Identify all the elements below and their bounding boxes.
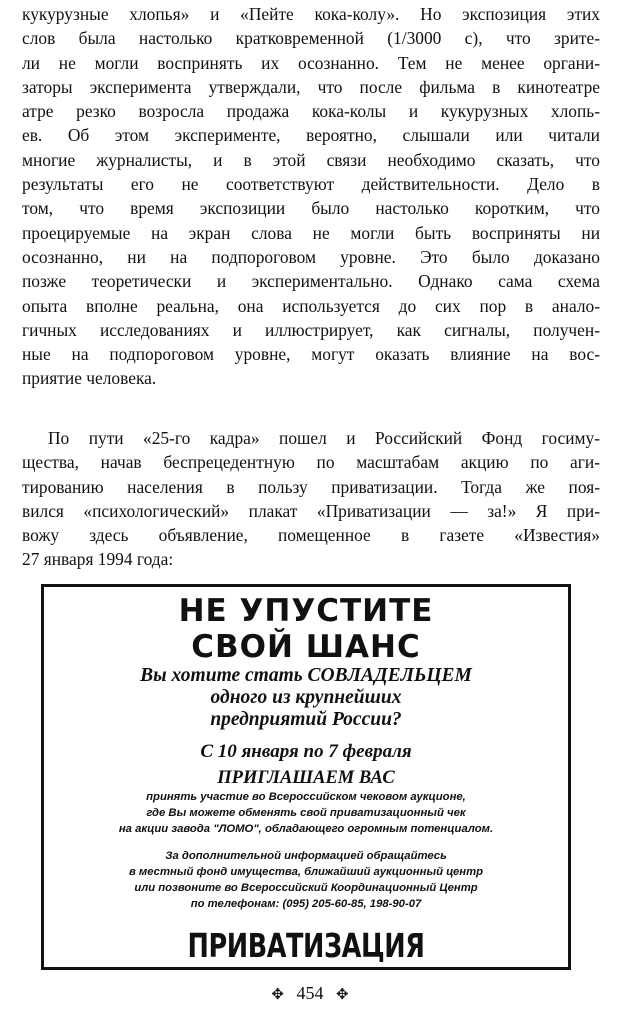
- ad-details: на акции завода "ЛОМО", обладающего огромным потенциалом.: [118, 823, 494, 835]
- text-line: 27 января 1994 года:: [22, 549, 174, 570]
- paragraph-privatization-campaign: [22, 426, 600, 572]
- text-line: результаты его не соответствуют действительности. Дело в: [22, 174, 600, 195]
- text-line: вился «психологический» плакат «Приватизации — за!» Я при-: [22, 500, 600, 521]
- ad-headline: СВОЙ ШАНС: [191, 629, 421, 665]
- newspaper-advertisement: [41, 584, 571, 970]
- text-line: заторы эксперимента утверждали, что после фильма в кинотеатре: [22, 76, 600, 97]
- ad-contact: в местный фонд имущества, ближайший аукционный центр: [128, 866, 484, 878]
- text-line: том, что время экспозиции было настолько коротким, что: [22, 198, 600, 219]
- text-line: вожу здесь объявление, помещенное в газете «Известия»: [22, 525, 600, 546]
- ad-invitation: ПРИГЛАШАЕМ ВАС: [217, 768, 395, 788]
- text-line: ли не могли воспринять их осознанно. Тем не менее органи-: [22, 52, 600, 73]
- text-line: атре резко возросла продажа кока-колы и кукурузных хлопь-: [22, 101, 600, 122]
- text-line: ев. Об этом эксперименте, вероятно, слышали или читали: [22, 125, 600, 146]
- text-line: осознанно, ни на подпороговом уровне. Это было доказано: [22, 246, 600, 267]
- ad-contact: За дополнительной информацией обращайтесь: [165, 850, 447, 862]
- page-footer: [0, 981, 620, 1006]
- text-line: гичных исследованиях и иллюстрирует, как сигналы, получен-: [22, 319, 600, 340]
- text-line: многие журналисты, и в этой связи необходимо сказать, что: [22, 149, 600, 170]
- page-number: 454: [296, 983, 324, 1003]
- text-line: щества, начав беспрецедентную по масштабам акцию по аги-: [22, 452, 600, 473]
- ad-details: принять участие во Всероссийском чековом аукционе,: [146, 791, 466, 803]
- text-line: опыта вполне реальна, она используется до сих пор в анало-: [22, 295, 600, 316]
- ad-contact: или позвоните во Всероссийский Координационный Центр: [134, 882, 478, 894]
- text-line: кукурузные хлопья» и «Пейте кока-колу». Но экспозиция этих: [22, 4, 600, 24]
- ad-details: где Вы можете обменять свой приватизационный чек: [146, 807, 466, 819]
- text-line: По пути «25-го кадра» пошел и Российский Фонд госиму-: [48, 428, 600, 448]
- ad-contact: по телефонам: (095) 205-60-85, 198-90-07: [190, 898, 422, 910]
- ad-headline: НЕ УПУСТИТЕ: [178, 593, 434, 629]
- ad-question: Вы хотите стать СОВЛАДЕЛЬЦЕМ: [140, 665, 472, 686]
- ad-brand: ПРИВАТИЗАЦИЯ: [187, 926, 425, 965]
- ad-question: одного из крупнейших: [210, 687, 402, 708]
- text-line: проецируемые на экран слова не могли быть восприняты ни: [22, 222, 600, 243]
- ad-question: предприятий России?: [210, 709, 402, 730]
- text-line: приятие человека.: [22, 368, 157, 389]
- text-line: ные на подпороговом уровне, могут оказать влияние на вос-: [22, 344, 600, 365]
- text-line: слов была настолько кратковременной (1/3000 с), что зрите-: [22, 28, 600, 49]
- text-line: позже теоретически и экспериментально. Однако сама схема: [22, 271, 600, 292]
- text-line: тированию населения в пользу приватизации. Тогда же поя-: [22, 476, 600, 497]
- ornament-left-icon: ✥: [271, 985, 284, 1003]
- paragraph-subliminal-experiment: [22, 2, 600, 391]
- ad-dates: С 10 января по 7 февраля: [200, 741, 412, 762]
- ornament-right-icon: ✥: [336, 985, 349, 1003]
